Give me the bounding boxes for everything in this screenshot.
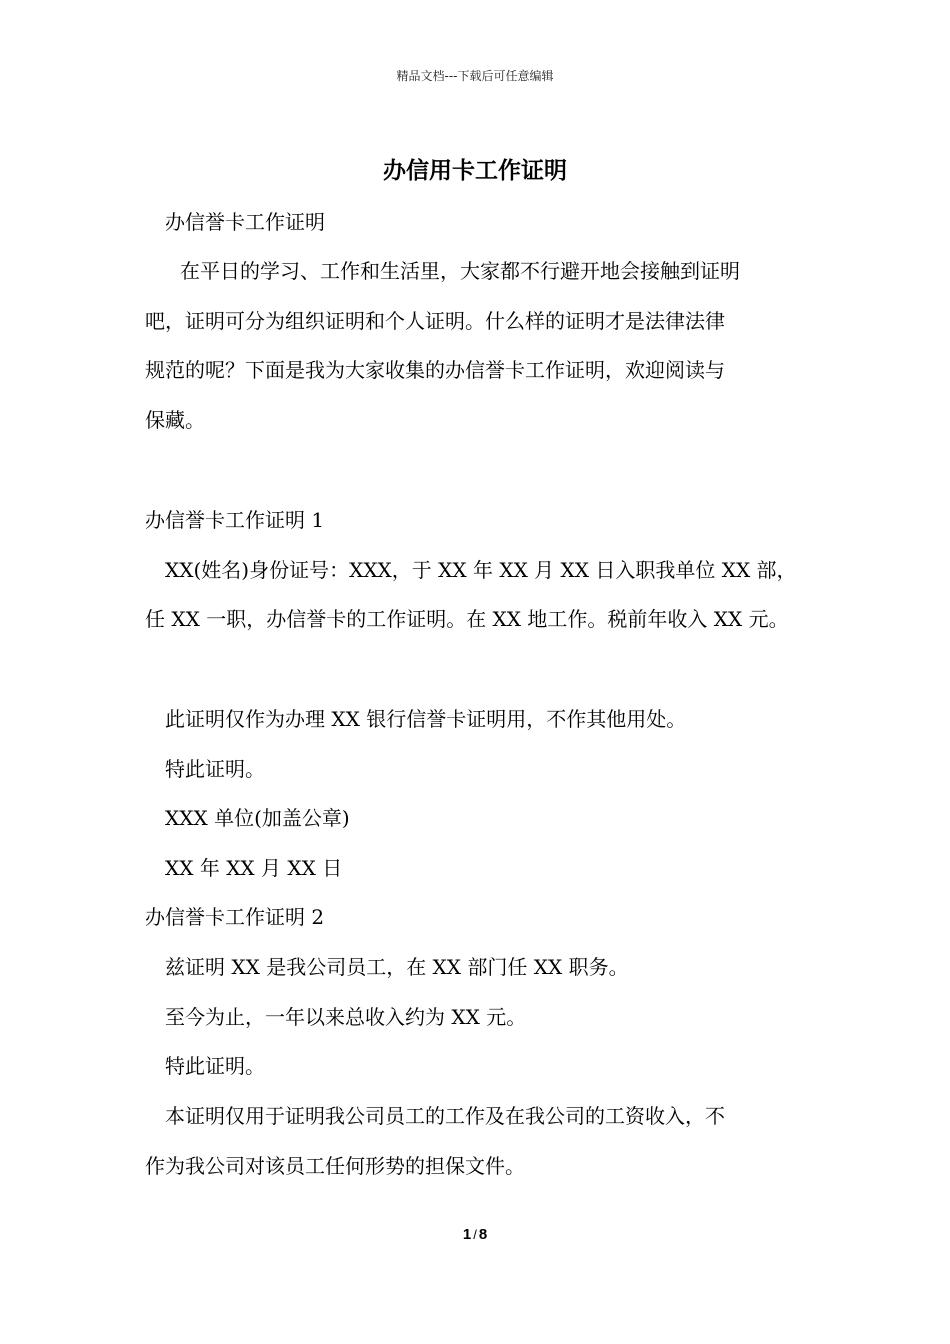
body-line: 至今为止，一年以来总收入约为 XX 元。	[165, 1005, 527, 1029]
body-line: 特此证明。	[165, 757, 265, 781]
body-line: 作为我公司对该员工任何形势的担保文件。	[145, 1154, 525, 1178]
intro-line-1: 在平日的学习、工作和生活里，大家都不行避开地会接触到证明	[180, 259, 740, 283]
current-page: 1	[462, 1226, 472, 1243]
body-line: 特此证明。	[165, 1054, 265, 1078]
page-number	[0, 1226, 950, 1243]
page-header: 精品文档---下载后可任意编辑	[396, 69, 554, 83]
section-heading-2: 办信誉卡工作证明 2	[145, 905, 325, 929]
subtitle: 办信誉卡工作证明	[165, 210, 325, 234]
intro-line-2: 吧，证明可分为组织证明和个人证明。什么样的证明才是法律法律	[145, 309, 725, 333]
body-line: 本证明仅用于证明我公司员工的工作及在我公司的工资收入，不	[165, 1104, 725, 1128]
document-title: 办信用卡工作证明	[383, 158, 567, 184]
intro-line-3: 规范的呢？下面是我为大家收集的办信誉卡工作证明，欢迎阅读与	[145, 358, 725, 382]
intro-line-4: 保藏。	[145, 408, 205, 432]
section-heading-1: 办信誉卡工作证明 1	[145, 508, 325, 532]
body-line: 任 XX 一职，办信誉卡的工作证明。在 XX 地工作。税前年收入 XX 元。	[145, 607, 789, 631]
signature-unit: XXX 单位(加盖公章)	[165, 806, 350, 830]
signature-date: XX 年 XX 月 XX 日	[165, 856, 343, 880]
body-line: 兹证明 XX 是我公司员工，在 XX 部门任 XX 职务。	[165, 955, 629, 979]
total-pages: 8	[478, 1226, 488, 1243]
page-separator: /	[473, 1227, 477, 1242]
body-line: XX(姓名)身份证号：XXX，于 XX 年 XX 月 XX 日入职我单位 XX 部，	[165, 558, 797, 582]
body-line: 此证明仅作为办理 XX 银行信誉卡证明用，不作其他用处。	[165, 707, 687, 731]
